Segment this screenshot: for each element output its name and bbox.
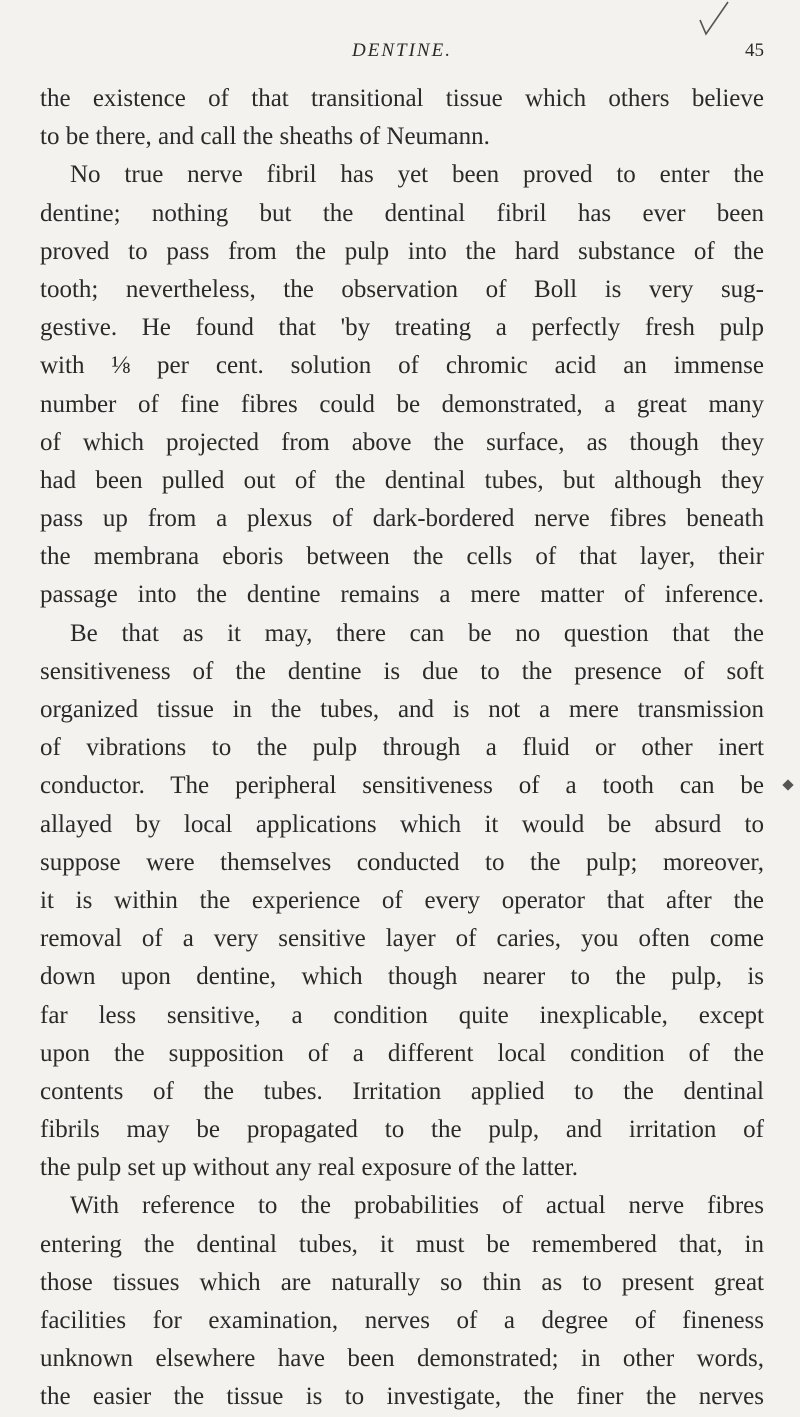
text-line: organized tissue in the tubes, and is not a mere transmission (40, 696, 764, 723)
text-line: down upon dentine, which though nearer to the pulp, is (40, 963, 764, 991)
text-line: conductor. The peripheral sensitiveness of a tooth can be (40, 772, 764, 800)
text-line: tooth; nevertheless, the observation of Boll is very sug- (40, 275, 764, 303)
text-line: with ⅛ per cent. solution of chromic acid an immense (40, 352, 764, 380)
text-line: the pulp set up without any real exposure of the latter. (40, 1154, 579, 1182)
text-line: sensitiveness of the dentine is due to the presence of soft (40, 657, 764, 685)
page-number: 45 (745, 40, 764, 61)
body-text (40, 80, 764, 1417)
text-line: far less sensitive, a condition quite inexplicable, except (40, 1001, 764, 1029)
text-line: gestive. He found that 'by treating a perfectly fresh pulp (40, 314, 764, 342)
text-line: the easier the tissue is to investigate, the finer the nerves (40, 1383, 764, 1411)
text-line: proved to pass from the pulp into the hard substance of the (40, 237, 764, 265)
text-line: of vibrations to the pulp through a fluid or other inert (40, 734, 764, 762)
text-line: With reference to the probabilities of actual nerve fibres (70, 1192, 764, 1220)
margin-mark (782, 779, 793, 790)
text-line: the existence of that transitional tissue which others believe (40, 85, 764, 112)
text-line: fibrils may be propagated to the pulp, and irritation of (40, 1116, 764, 1144)
text-line: of which projected from above the surface, as though they (40, 428, 764, 456)
page-header (40, 40, 764, 70)
text-line: had been pulled out of the dentinal tubes, but although they (40, 466, 764, 494)
text-line: No true nerve fibril has yet been proved to enter the (70, 161, 764, 189)
text-line: removal of a very sensitive layer of caries, you often come (40, 925, 764, 953)
text-line: number of fine fibres could be demonstrated, a great many (40, 390, 764, 418)
text-line: entering the dentinal tubes, it must be remembered that, in (40, 1230, 764, 1258)
text-line: suppose were themselves conducted to the pulp; moreover, (40, 848, 764, 876)
text-line: to be there, and call the sheaths of Neumann. (40, 123, 490, 151)
running-head: DENTINE. (352, 40, 452, 61)
text-line: the membrana eboris between the cells of that layer, their (40, 543, 764, 571)
text-line: it is within the experience of every operator that after the (40, 886, 764, 914)
text-line: upon the supposition of a different local condition of the (40, 1039, 764, 1067)
text-line: allayed by local applications which it would be absurd to (40, 810, 764, 838)
text-line: Be that as it may, there can be no question that the (70, 619, 764, 647)
text-line: those tissues which are naturally so thin as to present great (40, 1268, 764, 1296)
text-line: unknown elsewhere have been demonstrated; in other words, (40, 1345, 764, 1373)
text-line: pass up from a plexus of dark-bordered nerve fibres beneath (40, 505, 764, 533)
text-line: dentine; nothing but the dentinal fibril has ever been (40, 199, 764, 227)
text-line: passage into the dentine remains a mere matter of inference. (40, 581, 764, 609)
text-line: contents of the tubes. Irritation applied to the dentinal (40, 1077, 764, 1105)
check-mark-icon (694, 0, 732, 38)
text-line: facilities for examination, nerves of a degree of fineness (40, 1307, 764, 1334)
